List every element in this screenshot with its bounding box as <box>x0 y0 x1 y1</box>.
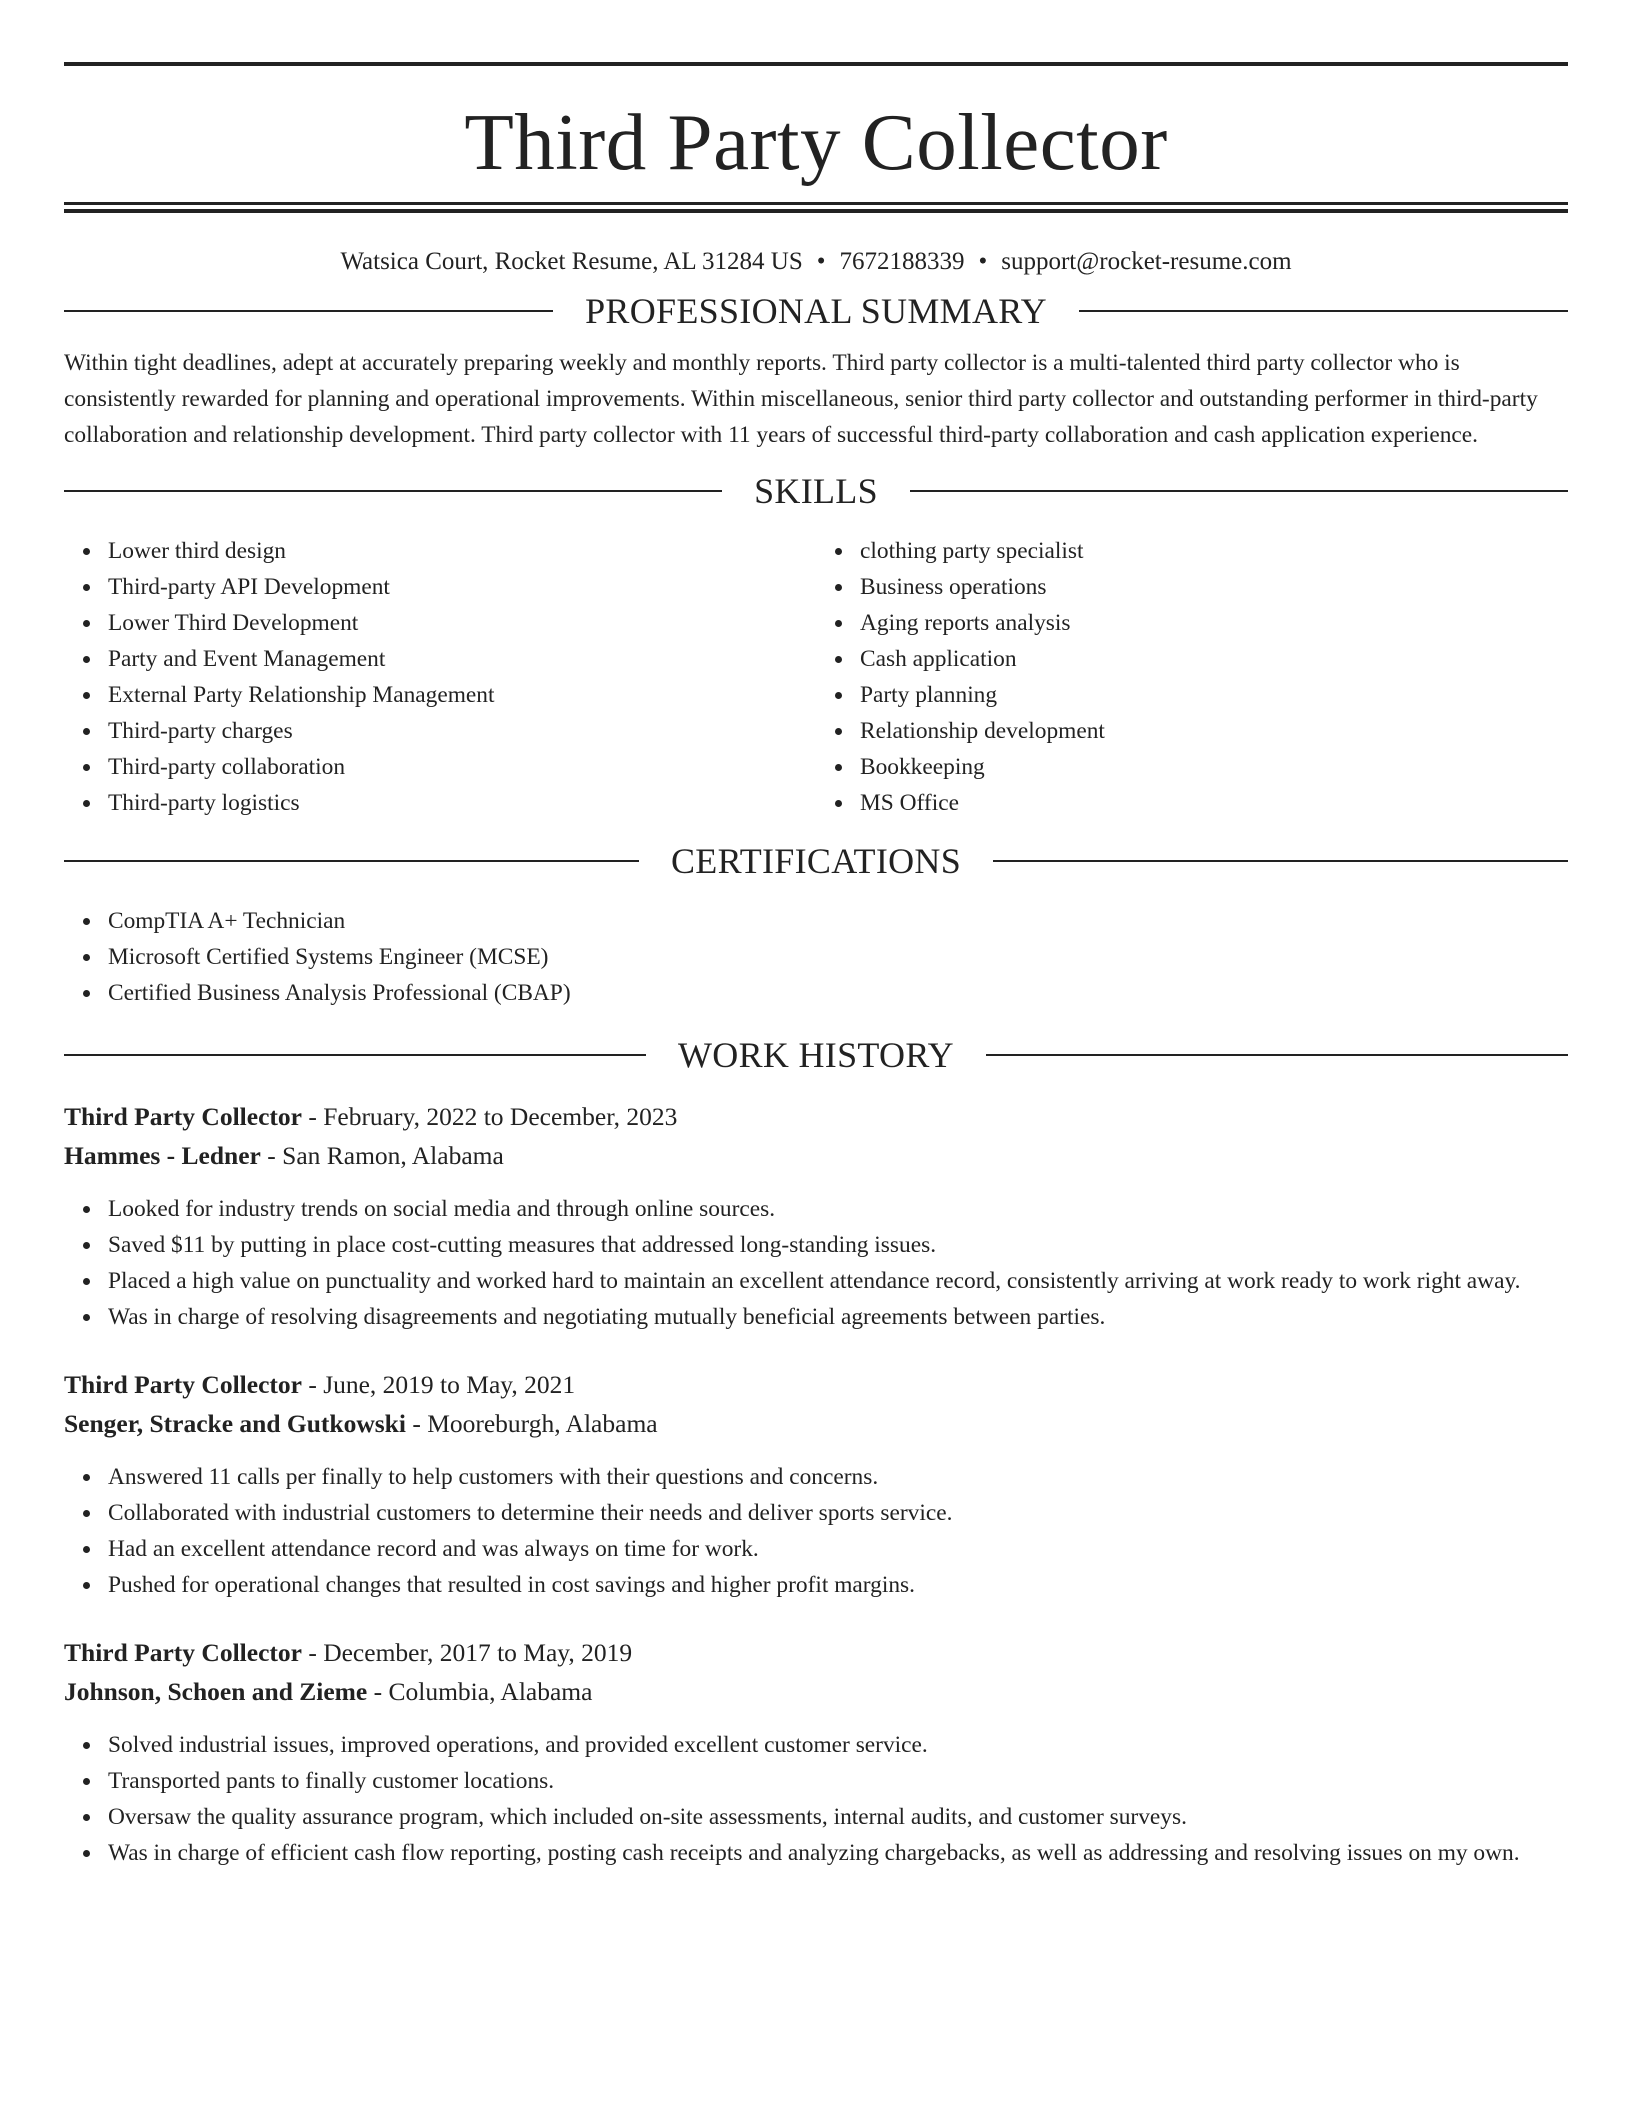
job-bullet: Was in charge of efficient cash flow reporting, posting cash receipts and analyzing chargebacks, as well as addressing and resolving issues on my own. <box>108 1835 1568 1871</box>
heading-rule-right <box>910 490 1568 492</box>
job-bullet: Was in charge of resolving disagreements and negotiating mutually beneficial agreements between parties. <box>108 1299 1568 1335</box>
certification-item: Microsoft Certified Systems Engineer (MCSE) <box>108 939 1568 975</box>
job-company-line <box>64 1136 1568 1175</box>
certification-item: Certified Business Analysis Professional (CBAP) <box>108 975 1568 1011</box>
job-dates: - June, 2019 to May, 2021 <box>301 1370 576 1399</box>
job-company-line <box>64 1404 1568 1443</box>
summary-heading <box>64 291 1568 331</box>
skill-item: Third-party collaboration <box>108 749 816 785</box>
contact-separator: • <box>816 248 826 275</box>
skill-item: clothing party specialist <box>860 533 1568 569</box>
job-bullet: Collaborated with industrial customers to determine their needs and deliver sports service. <box>108 1495 1568 1531</box>
contact-line <box>64 247 1568 291</box>
skills-columns <box>64 533 1568 821</box>
skill-item: Cash application <box>860 641 1568 677</box>
skill-item: Third-party charges <box>108 713 816 749</box>
certifications-title: CERTIFICATIONS <box>670 841 962 881</box>
job-bullet: Had an excellent attendance record and was always on time for work. <box>108 1531 1568 1567</box>
job-title-line <box>64 1633 1568 1672</box>
job-entry <box>64 1365 1568 1603</box>
skill-item: MS Office <box>860 785 1568 821</box>
skills-heading <box>64 471 1568 511</box>
job-title-line <box>64 1365 1568 1404</box>
job-title-line <box>64 1097 1568 1136</box>
heading-rule-left <box>64 490 722 492</box>
heading-rule-left <box>64 860 639 862</box>
skills-list-left <box>64 533 816 821</box>
job-bullet: Transported pants to finally customer locations. <box>108 1763 1568 1799</box>
job-company: Senger, Stracke and Gutkowski <box>64 1409 406 1438</box>
certifications-heading <box>64 841 1568 881</box>
job-bullet: Pushed for operational changes that resulted in cost savings and higher profit margins. <box>108 1567 1568 1603</box>
skill-item: Third-party logistics <box>108 785 816 821</box>
job-bullet: Answered 11 calls per finally to help customers with their questions and concerns. <box>108 1459 1568 1495</box>
job-bullet: Looked for industry trends on social media and through online sources. <box>108 1191 1568 1227</box>
summary-text: Within tight deadlines, adept at accurately preparing weekly and monthly reports. Third party collector is a multi-talented third party collector who is consistently rewarded for planning and operational improvements. Within miscellaneous, senior third party collector and outstanding performer in third-party collaboration and relationship development. Third party collector with 11 years of successful third-party collaboration and cash application experience. <box>64 350 1538 448</box>
job-bullet: Solved industrial issues, improved operations, and provided excellent customer service. <box>108 1727 1568 1763</box>
job-location: - Columbia, Alabama <box>367 1677 593 1706</box>
contact-separator: • <box>978 248 988 275</box>
job-dates: - December, 2017 to May, 2019 <box>301 1638 633 1667</box>
job-role: Third Party Collector <box>64 1370 302 1399</box>
certifications-list <box>64 903 1568 1011</box>
job-bullet: Oversaw the quality assurance program, which included on-site assessments, internal audits, and customer surveys. <box>108 1799 1568 1835</box>
heading-rule-right <box>986 1054 1568 1056</box>
job-location: - Mooreburgh, Alabama <box>405 1409 658 1438</box>
skill-item: Party planning <box>860 677 1568 713</box>
skills-list-right <box>816 533 1568 821</box>
header-top-rule <box>64 62 1568 66</box>
job-entry <box>64 1097 1568 1335</box>
candidate-name: Third Party Collector <box>464 97 1168 187</box>
skill-item: Party and Event Management <box>108 641 816 677</box>
heading-rule-left <box>64 1054 646 1056</box>
job-role: Third Party Collector <box>64 1638 302 1667</box>
contact-email: support@rocket-resume.com <box>1001 248 1292 275</box>
skills-title: SKILLS <box>754 471 878 511</box>
job-entry <box>64 1633 1568 1871</box>
job-company: Johnson, Schoen and Zieme <box>64 1677 368 1706</box>
resume-page <box>64 0 1568 1871</box>
job-bullet: Placed a high value on punctuality and worked hard to maintain an excellent attendance record, consistently arriving at work ready to work right away. <box>108 1263 1568 1299</box>
job-bullets <box>64 1459 1568 1603</box>
heading-rule-right <box>1079 310 1568 312</box>
job-location: - San Ramon, Alabama <box>260 1141 504 1170</box>
skill-item: Lower third design <box>108 533 816 569</box>
contact-address: Watsica Court, Rocket Resume, AL 31284 US <box>340 248 803 275</box>
certification-item: CompTIA A+ Technician <box>108 903 1568 939</box>
job-company: Hammes - Ledner <box>64 1141 261 1170</box>
skill-item: Lower Third Development <box>108 605 816 641</box>
skill-item: External Party Relationship Management <box>108 677 816 713</box>
skill-item: Third-party API Development <box>108 569 816 605</box>
heading-rule-left <box>64 310 553 312</box>
job-dates: - February, 2022 to December, 2023 <box>301 1102 678 1131</box>
job-bullets <box>64 1191 1568 1335</box>
job-role: Third Party Collector <box>64 1102 302 1131</box>
summary-title: PROFESSIONAL SUMMARY <box>585 291 1047 331</box>
job-bullets <box>64 1727 1568 1871</box>
heading-rule-right <box>993 860 1568 862</box>
skill-item: Business operations <box>860 569 1568 605</box>
header-double-rule <box>64 202 1568 213</box>
contact-phone: 7672188339 <box>839 248 965 275</box>
skill-item: Bookkeeping <box>860 749 1568 785</box>
skill-item: Relationship development <box>860 713 1568 749</box>
job-company-line <box>64 1672 1568 1711</box>
work-history-title: WORK HISTORY <box>678 1035 954 1075</box>
work-history-heading <box>64 1035 1568 1075</box>
job-bullet: Saved $11 by putting in place cost-cutting measures that addressed long-standing issues. <box>108 1227 1568 1263</box>
skill-item: Aging reports analysis <box>860 605 1568 641</box>
